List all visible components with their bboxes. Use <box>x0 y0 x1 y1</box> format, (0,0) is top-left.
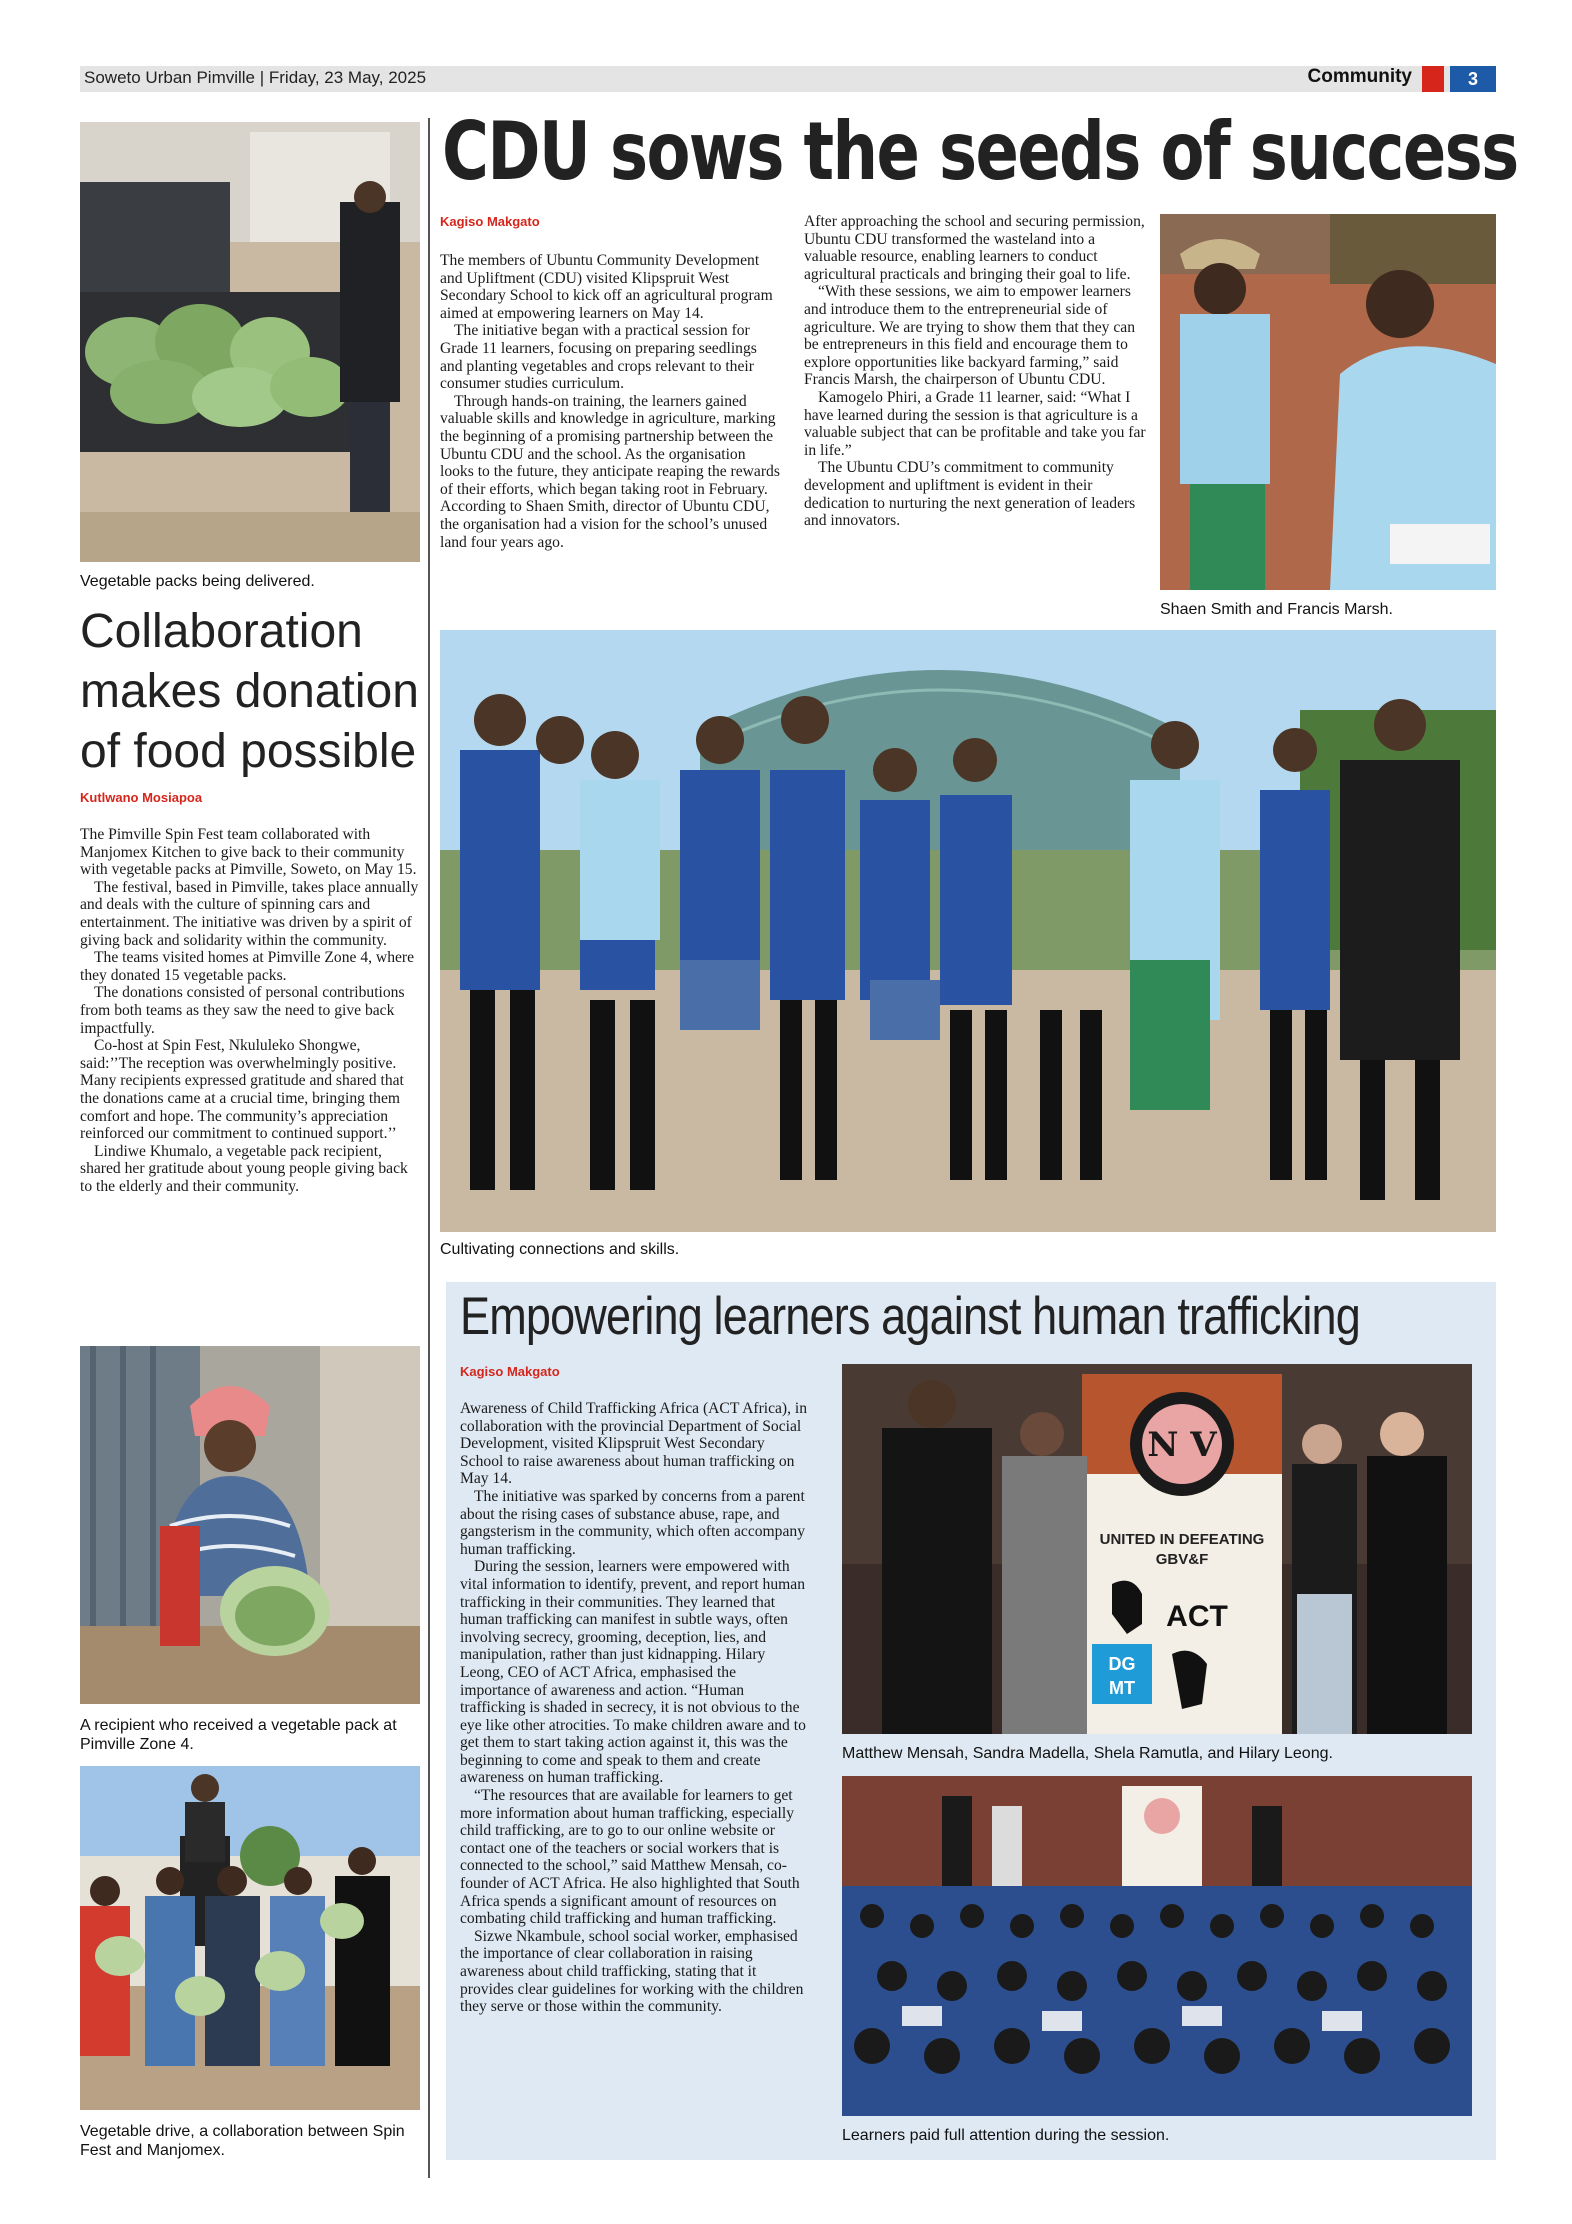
paragraph: The initiative was sparked by concerns from a parent about the rising cases of substance abuse, rape, and gangsterism in the community, which often accompany human trafficking. <box>460 1487 805 1558</box>
page-number: 3 <box>1450 66 1496 92</box>
column-divider <box>428 118 430 2178</box>
headline-line: of food possible <box>80 725 417 778</box>
paragraph: The teams visited homes at Pimville Zone 4, where they donated 15 vegetable packs. <box>80 949 415 984</box>
photo-vegetable-delivery <box>80 122 420 562</box>
photo-group-learners <box>440 630 1496 1232</box>
paragraph: The festival, based in Pimville, takes place annually and deals with the culture of spinning cars and entertainment. The initiative was driven by a spirit of giving back and solidarity within the community. <box>80 878 419 949</box>
banner-initials: N V <box>1147 1425 1217 1465</box>
left-headline <box>80 602 425 782</box>
photo-caption: Matthew Mensah, Sandra Madella, Shela Ramutla, and Hilary Leong. <box>842 1745 1333 1762</box>
paragraph: Co-host at Spin Fest, Nkululeko Shongwe, said:’’The reception was overwhelmingly positive. Many recipients expressed gratitude and shared that the donations came at a crucial time, bringing them comfort and hope. The community’s appreciation reinforced our commitment to continued support.’’ <box>80 1037 404 1143</box>
byline: Kagiso Makgato <box>440 214 540 229</box>
dgmt-logo-top: DG <box>1108 1654 1136 1674</box>
banner-line1: UNITED IN DEFEATING <box>1099 1531 1265 1548</box>
main-headline: CDU sows the seeds of success <box>442 105 1518 198</box>
main-article-col1 <box>440 252 782 551</box>
paragraph: Through hands-on training, the learners gained valuable skills and knowledge in agriculture, marking the beginning of a promising partnership between the Ubuntu CDU and the school. As the organisation looks to the future, they anticipate reaping the rewards of their efforts, which began taking root in February. According to Shaen Smith, director of Ubuntu CDU, the organisation had a vision for the school’s unused land four years ago. <box>440 392 780 551</box>
section-color-block <box>1422 66 1444 92</box>
photo-caption: Vegetable drive, a collaboration between Spin Fest and Manjomex. <box>80 2123 405 2159</box>
headline-line: makes donation <box>80 665 419 718</box>
paragraph: Sizwe Nkambule, school social worker, emphasised the importance of clear collaboration in raising awareness about child trafficking, stating that it provides clear guidelines for working with the children they serve or those within the community. <box>460 1927 804 2016</box>
paragraph: Kamogelo Phiri, a Grade 11 learner, said: “What I have learned during the session is that agriculture is a valuable subject that can be profitable and take you far in life.” <box>804 388 1146 459</box>
paragraph: The donations consisted of personal contributions from both teams as they saw the need to give back impactfully. <box>80 984 405 1037</box>
byline: Kagiso Makgato <box>460 1364 560 1379</box>
headline-line: Collaboration <box>80 605 363 658</box>
paragraph: The members of Ubuntu Community Development and Upliftment (CDU) visited Klipspruit West Secondary School to kick off an agricultural program aimed at empowering learners on May 14. <box>440 252 773 322</box>
photo-shaen-francis <box>1160 214 1496 590</box>
photo-learners-session <box>842 1776 1472 2116</box>
paragraph: The Pimville Spin Fest team collaborated with Manjomex Kitchen to give back to their community with vegetable packs at Pimville, Soweto, on May 15. <box>80 826 417 879</box>
paragraph: After approaching the school and securing permission, Ubuntu CDU transformed the wasteland into a valuable resource, enabling learners to conduct agricultural practicals and bringing their goal to life. <box>804 213 1145 283</box>
paragraph: The initiative began with a practical session for Grade 11 learners, focusing on preparing seedlings and planting vegetables and crops relevant to their consumer studies curriculum. <box>440 322 757 393</box>
photo-caption: Shaen Smith and Francis Marsh. <box>1160 601 1393 618</box>
photo-vegetable-drive <box>80 1766 420 2110</box>
photo-act-africa-team <box>842 1364 1472 1734</box>
photo-caption: Learners paid full attention during the session. <box>842 2127 1170 2144</box>
left-article-body <box>80 826 420 1195</box>
photo-recipient <box>80 1346 420 1704</box>
paragraph: During the session, learners were empowered with vital information to identify, prevent, and report human trafficking in their communities. They learned that human trafficking can manifest in subtle ways, often involving secrecy, grooming, deception, lies, and manipulation, rather than just kidnapping. Hilary Leong, CEO of ACT Africa, emphasised the importance of awareness and action. “Human trafficking is shaded in secrecy, it is not obvious to the eye like other atrocities. To make children aware and to get them to start taking action against it, this was the beginning to come and speak to them and create awareness on human trafficking. <box>460 1558 806 1787</box>
trafficking-headline: Empowering learners against human trafficking <box>460 1287 1360 1346</box>
paragraph: “The resources that are available for learners to get more information about human trafficking, especially child trafficking, are to go to our online website or contact one of the teachers or social workers that is connected to the school,” said Matthew Mensah, co-founder of ACT Africa. He also highlighted that South Africa spends a significant amount of resources on combating child trafficking and human trafficking. <box>460 1787 800 1928</box>
banner-act-logo: ACT <box>1166 1600 1228 1633</box>
photo-caption: Cultivating connections and skills. <box>440 1241 680 1258</box>
paragraph: The Ubuntu CDU’s commitment to community development and upliftment is evident in their dedication to nurturing the next generation of leaders and innovators. <box>804 459 1136 530</box>
publication-line: Soweto Urban Pimville | Friday, 23 May, 2025 <box>84 68 427 87</box>
byline: Kutlwano Mosiapoa <box>80 790 203 805</box>
trafficking-article-body <box>460 1400 810 2016</box>
section-label: Community <box>1307 66 1412 87</box>
paragraph: Awareness of Child Trafficking Africa (ACT Africa), in collaboration with the provincial Department of Social Development, visited Klipspruit West Secondary School to raise awareness about human trafficking on May 14. <box>460 1400 808 1488</box>
banner-line2: GBV&F <box>1155 1551 1209 1568</box>
dgmt-logo-bottom: MT <box>1109 1678 1135 1698</box>
photo-caption: Vegetable packs being delivered. <box>80 573 315 590</box>
main-article-col2 <box>804 213 1146 530</box>
paragraph: Lindiwe Khumalo, a vegetable pack recipient, shared her gratitude about young people giving back to the elderly and their community. <box>80 1142 408 1195</box>
paragraph: “With these sessions, we aim to empower learners and introduce them to the entrepreneurial side of agriculture. We are trying to show them that they can be entrepreneurs in this field and encourage them to explore opportunities like backyard farming,” said Francis Marsh, the chairperson of Ubuntu CDU. <box>804 283 1136 389</box>
photo-caption: A recipient who received a vegetable pack at Pimville Zone 4. <box>80 1717 397 1753</box>
